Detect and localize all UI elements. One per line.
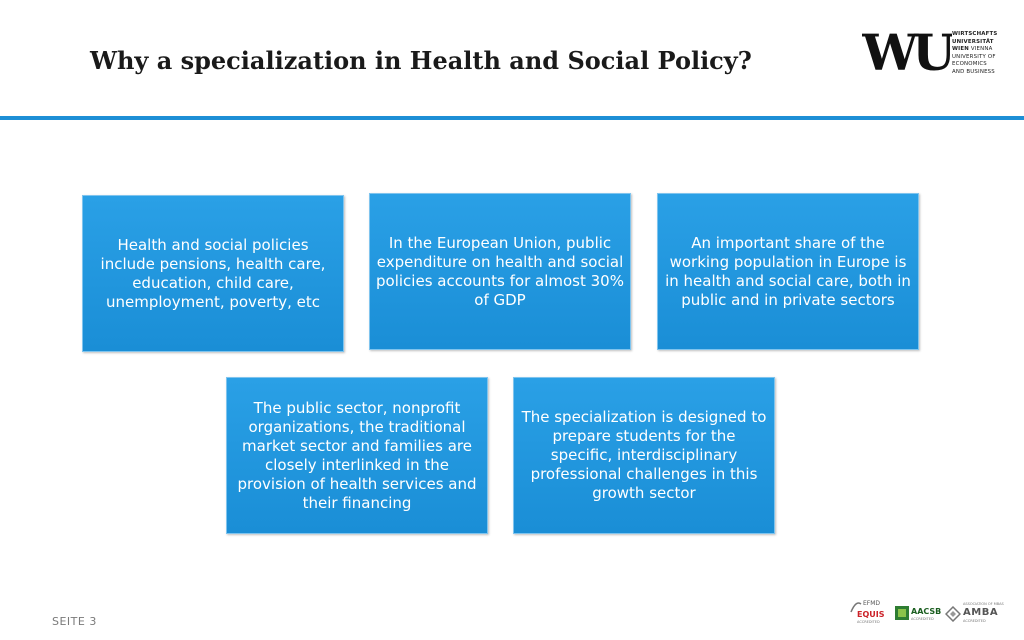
- amba-top-label: ASSOCIATION OF MBAS: [963, 602, 1004, 606]
- logo-line-3: WIEN: [952, 46, 969, 52]
- amba-label: AMBA: [963, 607, 999, 618]
- equis-sub-label: ACCREDITED: [857, 620, 880, 624]
- logo-line-2: UNIVERSITÄT: [952, 38, 994, 45]
- accreditation-badges: [845, 598, 1005, 630]
- wu-logo: [862, 28, 1002, 104]
- page-number: SEITE 3: [52, 615, 97, 628]
- efmd-label: EFMD: [863, 600, 881, 607]
- wu-logo-icon: [862, 28, 952, 78]
- aacsb-label: AACSB: [911, 607, 942, 616]
- amba-sub-label: ACCREDITED: [963, 619, 986, 623]
- logo-line-6: ECONOMICS: [952, 61, 987, 67]
- info-box-specialization: [513, 377, 775, 534]
- header-divider: [0, 116, 1024, 120]
- equis-label: EQUIS: [857, 610, 885, 619]
- info-box-expenditure: [369, 193, 631, 350]
- logo-line-1: WIRTSCHAFTS: [952, 31, 998, 37]
- aacsb-square-icon: [895, 606, 909, 620]
- slide-title: Why a specialization in Health and Social Policy?: [90, 46, 752, 75]
- info-box-text: Health and social policies include pensions, health care, education, child care, unemployment, poverty, etc: [100, 235, 326, 311]
- info-box-sectors: [226, 377, 488, 534]
- info-box-text: The public sector, nonprofit organizations, the traditional market sector and families are closely interlinked in the provision of health services and their financing: [237, 398, 477, 512]
- logo-line-5: UNIVERSITY OF: [952, 53, 996, 60]
- amba-diamond-icon: [945, 606, 961, 622]
- wu-logo-text: [952, 31, 998, 76]
- info-box-text: An important share of the working population in Europe is in health and social care, both in public and in private sectors: [665, 233, 911, 309]
- info-box-workforce: [657, 193, 919, 350]
- info-box-text: The specialization is designed to prepare students for the specific, interdisciplinary professional challenges in this growth sector: [521, 408, 767, 502]
- info-box-policies: [82, 195, 344, 352]
- logo-line-7: AND BUSINESS: [952, 68, 995, 75]
- wu-logo-mark: WU: [862, 28, 950, 78]
- info-box-text: In the European Union, public expenditure on health and social policies accounts for almost 30% of GDP: [376, 233, 624, 309]
- aacsb-sub-label: ACCREDITED: [911, 617, 934, 621]
- logo-line-4: VIENNA: [970, 46, 993, 52]
